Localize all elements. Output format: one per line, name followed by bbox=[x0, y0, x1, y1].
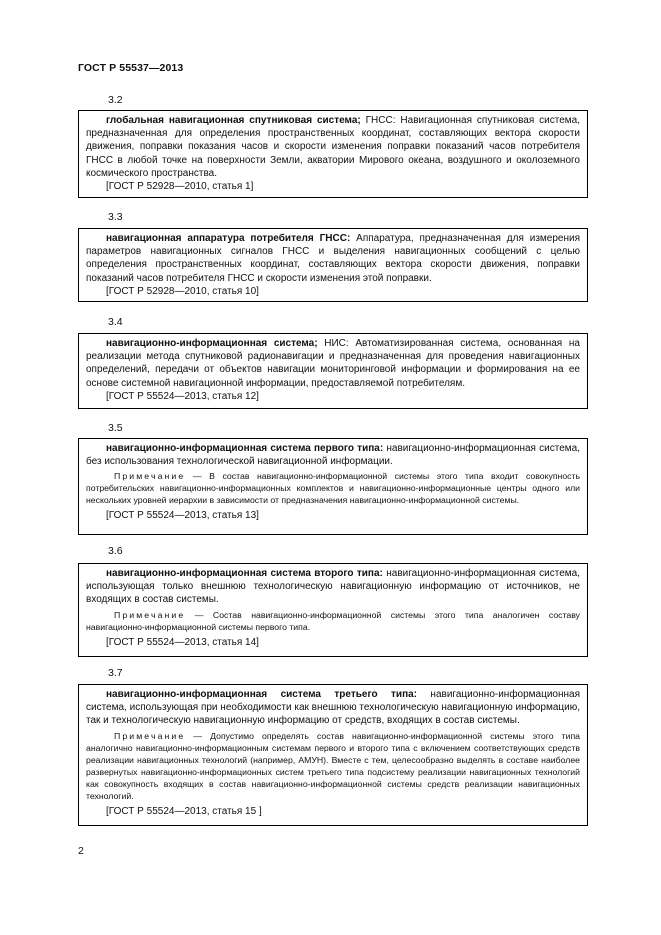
source-reference: [ГОСТ Р 55524—2013, статья 12] bbox=[106, 390, 259, 402]
note-text: — Допустимо определять состав навигационно-информационной системы этого типа аналогично навигационно-информационным системам первого и второго типа с включением соответствующих средств реализации навигационных технологий (например, АМУН). Вместе с тем, целесообразно выделять в составе наиболее развернутых навигационно-информационных систем третьего типа подсистему реализации навигационных технологий как совокупность входящих в состав навигационно-информационной системы средств реализации навигационных технологий. bbox=[86, 730, 580, 801]
definition-text: навигационно-информационная система, использующая при необходимости как внешнюю технологическую навигационную информацию, так и технологическую навигационную информацию от средств, входящих в состав системы. bbox=[86, 689, 581, 727]
term-definition bbox=[86, 442, 580, 468]
term-box bbox=[78, 438, 588, 535]
term-title: навигационно-информационная система третьего типа: bbox=[106, 689, 417, 700]
term-definition bbox=[86, 567, 580, 607]
term-box bbox=[78, 110, 588, 198]
note-label: Примечание bbox=[114, 609, 186, 620]
source-reference: [ГОСТ Р 52928—2010, статья 10] bbox=[106, 285, 259, 297]
term-definition bbox=[86, 337, 580, 390]
note-text: — В состав навигационно-информационной системы этого типа входит совокупность потребительских навигационно-информационных комплектов и навигационно-информационные центры одного или нескольких уровней иерархии в зависимости от предназначения навигационно-информационной системы. bbox=[86, 471, 580, 506]
source-reference: [ГОСТ Р 52928—2010, статья 1] bbox=[106, 181, 254, 193]
definition-text: ГНСС: Навигационная спутниковая система, предназначенная для определения пространственных координат, составляющих вектора скорости движения, поправки показания часов и скорости изменения поправки показаний часов потребителя ГНСС в любой точке на поверхности Земли, акватории Мирового океана, воздушного и околоземного космического пространства. bbox=[86, 115, 580, 179]
term-definition bbox=[86, 114, 580, 180]
term-title: навигационно-информационная система второго типа: bbox=[106, 568, 383, 579]
term-note bbox=[86, 609, 580, 633]
document-header: ГОСТ Р 55537—2013 bbox=[78, 62, 184, 74]
term-box bbox=[78, 563, 588, 657]
definition-text: навигационно-информационная система, без использования технологической навигационной информации. bbox=[86, 443, 581, 468]
term-note bbox=[86, 470, 580, 506]
note-text: — Состав навигационно-информационной системы этого типа аналогичен составу навигационно-информационной системы первого типа. bbox=[86, 609, 580, 632]
term-box bbox=[78, 228, 588, 302]
term-number: 3.6 bbox=[108, 545, 123, 557]
note-label: Примечание bbox=[114, 730, 186, 741]
term-number: 3.4 bbox=[108, 316, 123, 328]
term-number: 3.2 bbox=[108, 94, 123, 106]
source-reference: [ГОСТ Р 55524—2013, статья 14] bbox=[106, 636, 259, 648]
source-reference: [ГОСТ Р 55524—2013, статья 13] bbox=[106, 510, 259, 522]
term-title: глобальная навигационная спутниковая система; bbox=[106, 115, 361, 126]
term-definition bbox=[86, 232, 580, 285]
page-number: 2 bbox=[78, 845, 84, 857]
definition-text: Аппаратура, предназначенная для измерения параметров навигационных сигналов ГНСС и выделения навигационных сообщений с целью определения пространственных координат, составляющих вектора скорости движения, поправки показаний часов потребителя ГНСС и скорости изменения этой поправки. bbox=[86, 233, 581, 284]
term-title: навигационно-информационная система первого типа: bbox=[106, 443, 384, 454]
term-title: навигационная аппаратура потребителя ГНСС: bbox=[106, 233, 351, 244]
term-number: 3.7 bbox=[108, 667, 123, 679]
term-box bbox=[78, 333, 588, 409]
definition-text: НИС: Автоматизированная система, основанная на реализации метода спутниковой радионавигации и предназначенная для проведения навигационных определений, передачи от объектов навигации мониторинговой информации и формирования на ее основе системной навигационной информации, предоставляемой потребителям. bbox=[86, 338, 580, 389]
term-number: 3.3 bbox=[108, 211, 123, 223]
source-reference: [ГОСТ Р 55524—2013, статья 15 ] bbox=[106, 805, 262, 817]
term-title: навигационно-информационная система; bbox=[106, 338, 318, 349]
term-number: 3.5 bbox=[108, 422, 123, 434]
term-box bbox=[78, 684, 588, 826]
term-note bbox=[86, 730, 580, 802]
term-definition bbox=[86, 688, 580, 728]
note-label: Примечание bbox=[114, 471, 186, 482]
definition-text: навигационно-информационная система, использующая только внешнюю технологическую навигационную информацию от источников, не входящих в состав системы. bbox=[86, 568, 580, 606]
